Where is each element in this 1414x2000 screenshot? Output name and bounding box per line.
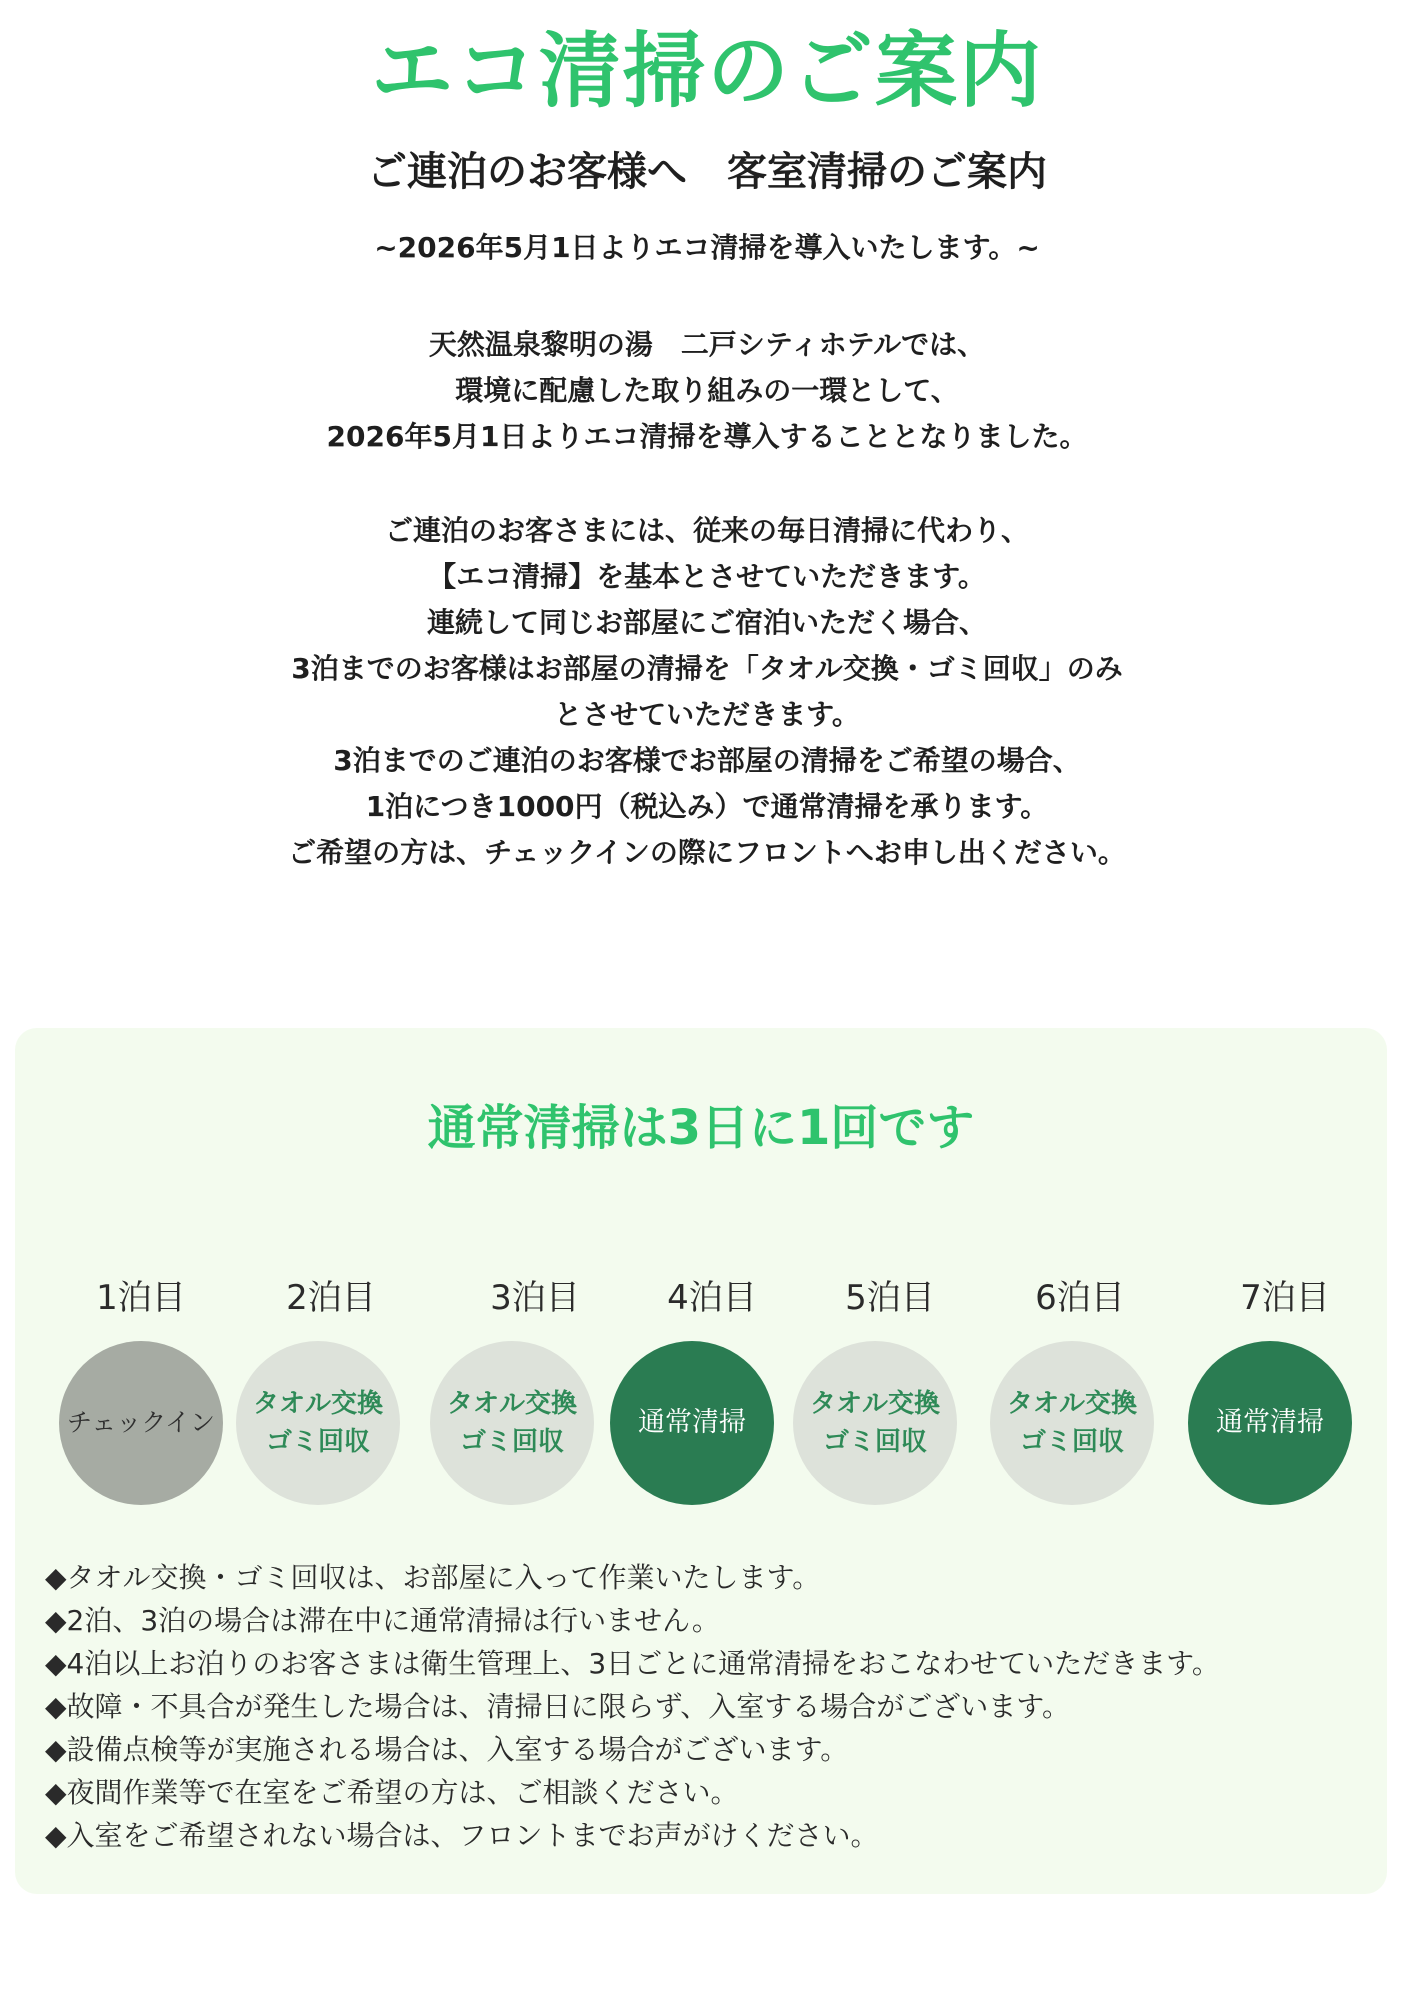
night-circle-7: [1188, 1341, 1352, 1505]
night-circle-text: タオル交換: [446, 1389, 577, 1419]
night-circle-text: ゴミ回収: [822, 1427, 927, 1457]
schedule-panel: [15, 1028, 1387, 1894]
page-title: エコ清掃のご案内: [370, 24, 1043, 119]
night-circle-6: [990, 1341, 1154, 1505]
night-circle-text: 通常清掃: [1216, 1407, 1324, 1438]
night-circle-text: 通常清掃: [638, 1407, 746, 1438]
night-label-5: 5泊目: [845, 1278, 935, 1318]
night-label-2: 2泊目: [286, 1278, 376, 1318]
night-circle-text: タオル交換: [809, 1389, 940, 1419]
tagline: ~2026年5月1日よりエコ清掃を導入いたします。~: [374, 231, 1040, 264]
detail-line: ご連泊のお客さまには、従来の毎日清掃に代わり、: [384, 514, 1029, 547]
detail-line: とさせていただきます。: [554, 698, 860, 731]
night-circle-text: ゴミ回収: [265, 1427, 370, 1457]
detail-line: ご希望の方は、チェックインの際にフロントへお申し出ください。: [288, 836, 1126, 869]
intro-line: 環境に配慮した取り組みの一環として、: [455, 374, 959, 407]
night-label-6: 6泊目: [1035, 1278, 1125, 1318]
note-item: ◆入室をご希望されない場合は、フロントまでお声がけください。: [45, 1819, 879, 1852]
detail-line: 1泊につき1000円（税込み）で通常清掃を承ります。: [365, 790, 1049, 823]
night-circle-text: チェックイン: [66, 1408, 215, 1437]
night-circle-text: ゴミ回収: [459, 1427, 564, 1457]
night-circle-text: ゴミ回収: [1019, 1427, 1124, 1457]
detail-paragraph: [0, 508, 1414, 876]
night-circle-1: [59, 1341, 223, 1505]
night-label-3: 3泊目: [490, 1278, 580, 1318]
intro-line: 天然温泉黎明の湯 二戸シティホテルでは、: [428, 328, 986, 361]
intro-paragraph: [0, 322, 1414, 460]
detail-line: 【エコ清掃】を基本とさせていただきます。: [428, 560, 986, 593]
intro-line: 2026年5月1日よりエコ清掃を導入することとなりました。: [326, 420, 1088, 453]
detail-line: 3泊までのご連泊のお客様でお部屋の清掃をご希望の場合、: [333, 744, 1081, 777]
night-label-1: 1泊目: [96, 1278, 186, 1318]
night-circle-text: タオル交換: [252, 1389, 383, 1419]
note-item: ◆4泊以上お泊りのお客さまは衛生管理上、3日ごとに通常清掃をおこなわせていただきます。: [45, 1647, 1220, 1680]
schedule-heading: 通常清掃は3日に1回です: [427, 1100, 975, 1156]
page-subtitle: ご連泊のお客様へ 客室清掃のご案内: [367, 149, 1047, 195]
detail-line: 連続して同じお部屋にご宿泊いただく場合、: [426, 606, 987, 639]
night-label-7: 7泊目: [1240, 1278, 1330, 1318]
night-label-4: 4泊目: [667, 1278, 757, 1318]
notes-list: [45, 1556, 1375, 1857]
night-circle-5: [793, 1341, 957, 1505]
detail-line: 3泊までのお客様はお部屋の清掃を「タオル交換・ゴミ回収」のみ: [291, 652, 1123, 685]
note-item: ◆故障・不具合が発生した場合は、清掃日に限らず、入室する場合がございます。: [45, 1690, 1071, 1723]
note-item: ◆タオル交換・ゴミ回収は、お部屋に入って作業いたします。: [45, 1561, 821, 1594]
night-circle-text: タオル交換: [1006, 1389, 1137, 1419]
night-circle-2: [236, 1341, 400, 1505]
note-item: ◆設備点検等が実施される場合は、入室する場合がございます。: [45, 1733, 849, 1766]
night-circle-4: [610, 1341, 774, 1505]
night-circle-3: [430, 1341, 594, 1505]
note-item: ◆2泊、3泊の場合は滞在中に通常清掃は行いません。: [45, 1604, 720, 1637]
note-item: ◆夜間作業等で在室をご希望の方は、ご相談ください。: [45, 1776, 739, 1809]
